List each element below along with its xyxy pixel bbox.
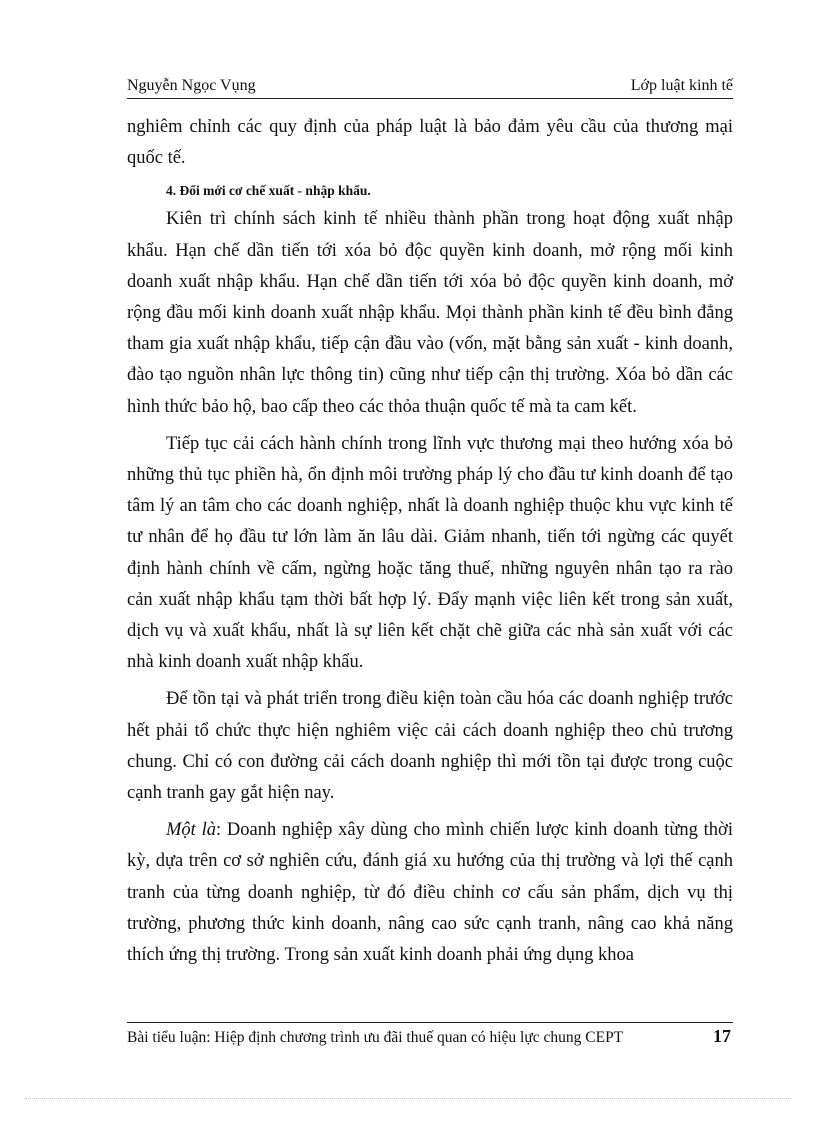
paragraph-4-text: : Doanh nghiệp xây dùng cho mình chiến lược kinh doanh từng thời kỳ, dựa trên cơ sở nghiên cứu, đánh giá xu hướng của thị trường và lợi thế cạnh tranh của từng doanh nghiệp, từ đó điều chỉnh cơ cấu sản phẩm, dịch vụ thị trường, phương thức kinh doanh, nâng cao sức cạnh tranh, nâng cao khả năng thích ứng thị trường. Trong sản xuất kinh doanh phải ứng dụng khoa: [127, 820, 733, 966]
page-footer: [127, 1022, 733, 1046]
paragraph-4-lead: Một là: [166, 820, 216, 841]
document-body: [127, 112, 733, 971]
paragraph-1: Kiên trì chính sách kinh tế nhiều thành phần trong hoạt động xuất nhập khẩu. Hạn chế dần tiến tới xóa bỏ độc quyền kinh doanh, mở rộng mối kinh doanh xuất nhập khẩu. Hạn chế dần tiến tới xóa bỏ độc quyền kinh doanh, mở rộng đầu mối kinh doanh xuất nhập khẩu. Mọi thành phần kinh tế đều bình đẳng tham gia xuất nhập khẩu, tiếp cận đầu vào (vốn, mặt bằng sản xuất - kinh doanh, đào tạo nguồn nhân lực thông tin) cũng như tiếp cận thị trường. Xóa bỏ dần các hình thức bảo hộ, bao cấp theo các thỏa thuận quốc tế mà ta cam kết.: [127, 209, 733, 417]
paragraph-4: [127, 815, 733, 971]
header-author: Nguyễn Ngọc Vụng: [127, 77, 256, 94]
header-class-name: Lớp luật kinh tế: [630, 77, 733, 94]
paragraph-3: Để tồn tại và phát triển trong điều kiện toàn cầu hóa các doanh nghiệp trước hết phải tổ chức thực hiện nghiêm việc cải cách doanh nghiệp theo chủ trương chung. Chỉ có con đường cải cách doanh nghiệp thì mới tồn tại được trong cuộc cạnh tranh gay gắt hiện nay.: [127, 689, 733, 804]
page-boundary-line: [25, 1098, 791, 1099]
page-header: [127, 76, 733, 99]
footer-caption: Bài tiểu luận: Hiệp định chương trình ưu đãi thuế quan có hiệu lực chung CEPT: [127, 1029, 624, 1046]
section-heading: 4. Đổi mới cơ chế xuất - nhập khẩu.: [166, 183, 371, 199]
paragraph-continued: nghiêm chỉnh các quy định của pháp luật là bảo đảm yêu cầu của thương mại quốc tế.: [127, 117, 733, 169]
page-number: 17: [713, 1026, 731, 1046]
paragraph-2: Tiếp tục cải cách hành chính trong lĩnh vực thương mại theo hướng xóa bỏ những thủ tục phiền hà, ổn định môi trường pháp lý cho đầu tư kinh doanh để tạo tâm lý an tâm cho các doanh nghiệp, nhất là doanh nghiệp thuộc khu vực kinh tế tư nhân để họ đầu tư lớn làm ăn lâu dài. Giảm nhanh, tiến tới ngừng các quyết định hành chính về cấm, ngừng hoặc tăng thuế, những nguyên nhân tạo ra rào cản xuất nhập khẩu tạm thời bất hợp lý. Đẩy mạnh việc liên kết trong sản xuất, dịch vụ và xuất khẩu, nhất là sự liên kết chặt chẽ giữa các nhà sản xuất với các nhà kinh doanh xuất nhập khẩu.: [127, 433, 733, 673]
